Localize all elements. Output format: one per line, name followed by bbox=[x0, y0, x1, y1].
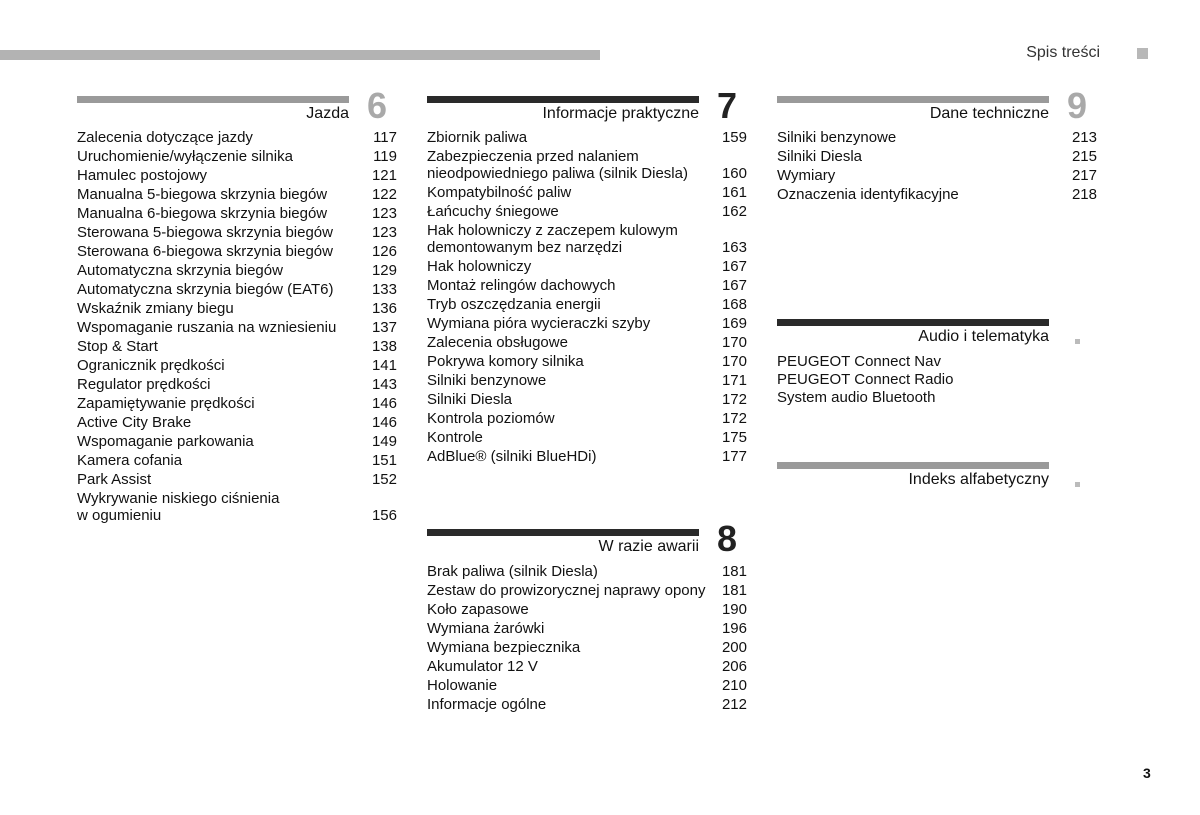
toc-entry-page: 141 bbox=[371, 357, 397, 374]
toc-entry-page: 119 bbox=[373, 148, 397, 165]
toc-list bbox=[777, 128, 1097, 204]
page-number: 3 bbox=[1143, 765, 1151, 781]
toc-entry-page: 149 bbox=[371, 433, 397, 450]
toc-entry-title: Kompatybilność paliw bbox=[427, 184, 572, 201]
toc-entry bbox=[77, 337, 397, 356]
toc-entry-page: 162 bbox=[721, 203, 747, 220]
toc-entry bbox=[427, 221, 747, 257]
toc-entry bbox=[427, 333, 747, 352]
toc-entry bbox=[77, 223, 397, 242]
toc-entry-page: 160 bbox=[721, 165, 747, 182]
toc-entry-page: 167 bbox=[721, 277, 747, 294]
toc-entry-title: Uruchomienie/wyłączenie silnika bbox=[77, 148, 293, 165]
toc-entry-page: 181 bbox=[721, 582, 747, 599]
toc-entry bbox=[427, 581, 747, 600]
toc-entry-title: Sterowana 6-biegowa skrzynia biegów bbox=[77, 243, 333, 260]
toc-entry bbox=[77, 470, 397, 489]
toc-entry-title: Wspomaganie parkowania bbox=[77, 433, 254, 450]
toc-entry-title: Kamera cofania bbox=[77, 452, 183, 469]
toc-entry-page: 137 bbox=[371, 319, 397, 336]
toc-entry bbox=[77, 451, 397, 470]
toc-entry-page: 177 bbox=[721, 448, 747, 465]
section-dot-marker bbox=[1075, 339, 1080, 344]
toc-entry bbox=[427, 390, 747, 409]
toc-entry-title: Akumulator 12 V bbox=[427, 658, 538, 675]
list-item: System audio Bluetooth bbox=[777, 389, 936, 406]
toc-entry-title: Koło zapasowe bbox=[427, 601, 529, 618]
toc-entry bbox=[427, 695, 747, 714]
toc-entry bbox=[77, 413, 397, 432]
section-w-razie-awarii bbox=[427, 518, 747, 729]
section-bar bbox=[77, 96, 349, 103]
list-item: PEUGEOT Connect Nav bbox=[777, 353, 941, 370]
toc-entry-title: Tryb oszczędzania energii bbox=[427, 296, 601, 313]
toc-entry-title: Łańcuchy śniegowe bbox=[427, 203, 559, 220]
toc-list bbox=[427, 562, 747, 714]
toc-entry bbox=[777, 166, 1097, 185]
toc-entry bbox=[427, 371, 747, 390]
toc-entry-page: 126 bbox=[371, 243, 397, 260]
toc-entry-page: 190 bbox=[721, 601, 747, 618]
toc-entry-page: 167 bbox=[721, 258, 747, 275]
toc-entry-title: Sterowana 5-biegowa skrzynia biegów bbox=[77, 224, 333, 241]
section-title: W razie awarii bbox=[598, 538, 699, 555]
toc-entry bbox=[77, 204, 397, 223]
toc-entry-title: Hamulec postojowy bbox=[77, 167, 208, 184]
toc-entry-title: Regulator prędkości bbox=[77, 376, 211, 393]
toc-entry bbox=[77, 318, 397, 337]
toc-entry bbox=[77, 394, 397, 413]
toc-entry bbox=[77, 432, 397, 451]
toc-entry-title: Manualna 5-biegowa skrzynia biegów bbox=[77, 186, 328, 203]
toc-entry bbox=[427, 295, 747, 314]
toc-entry-page: 175 bbox=[721, 429, 747, 446]
toc-entry bbox=[777, 147, 1097, 166]
toc-entry-title: Pokrywa komory silnika bbox=[427, 353, 584, 370]
toc-entry-page: 170 bbox=[721, 334, 747, 351]
toc-entry-title: Oznaczenia identyfikacyjne bbox=[777, 186, 959, 203]
toc-entry-page: 171 bbox=[721, 372, 747, 389]
toc-entry-page: 146 bbox=[371, 395, 397, 412]
section-title: Dane techniczne bbox=[929, 105, 1049, 122]
toc-entry-title: Brak paliwa (silnik Diesla) bbox=[427, 563, 598, 580]
toc-entry bbox=[427, 676, 747, 695]
toc-entry bbox=[427, 147, 747, 183]
toc-entry-title: Zalecenia obsługowe bbox=[427, 334, 568, 351]
toc-entry bbox=[427, 276, 747, 295]
toc-entry-page: 169 bbox=[721, 315, 747, 332]
toc-entry-title: Hak holowniczy bbox=[427, 258, 532, 275]
header-square-marker bbox=[1137, 48, 1148, 59]
section-bar bbox=[427, 96, 699, 103]
toc-entry bbox=[77, 489, 397, 525]
section-number: 9 bbox=[1067, 85, 1088, 126]
toc-entry-page: 168 bbox=[721, 296, 747, 313]
section-dane-techniczne bbox=[777, 85, 1097, 216]
toc-entry-page: 151 bbox=[371, 452, 397, 469]
toc-entry-title: Zbiornik paliwa bbox=[427, 129, 528, 146]
toc-entry-page: 217 bbox=[1071, 167, 1097, 184]
toc-entry-title: Wspomaganie ruszania na wzniesieniu bbox=[77, 319, 337, 336]
toc-entry bbox=[427, 428, 747, 447]
toc-entry bbox=[427, 447, 747, 466]
toc-entry-title: Silniki benzynowe bbox=[777, 129, 897, 146]
toc-entry-title: Stop & Start bbox=[77, 338, 158, 355]
section-number: 6 bbox=[367, 85, 388, 126]
toc-entry-page: 212 bbox=[721, 696, 747, 713]
toc-entry-page: 117 bbox=[373, 129, 397, 146]
toc-entry bbox=[427, 183, 747, 202]
toc-entry-page: 123 bbox=[371, 205, 397, 222]
section-number: 8 bbox=[717, 518, 738, 559]
toc-entry-title: Zabezpieczenia przed nalaniem nieodpowiedniego paliwa (silnik Diesla) bbox=[427, 148, 688, 182]
page-title: Spis treści bbox=[1026, 44, 1100, 61]
toc-entry-title: AdBlue® (silniki BlueHDi) bbox=[427, 448, 597, 465]
toc-entry bbox=[427, 409, 747, 428]
section-informacje-praktyczne bbox=[427, 85, 747, 476]
toc-entry bbox=[427, 600, 747, 619]
section-number: 7 bbox=[717, 85, 738, 126]
toc-entry-title: Silniki Diesla bbox=[777, 148, 863, 165]
toc-entry-page: 172 bbox=[721, 391, 747, 408]
section-title: Indeks alfabetyczny bbox=[908, 471, 1049, 488]
toc-entry-title: Manualna 6-biegowa skrzynia biegów bbox=[77, 205, 328, 222]
section-bar bbox=[777, 319, 1049, 326]
toc-entry-page: 161 bbox=[721, 184, 747, 201]
toc-entry-title: Zapamiętywanie prędkości bbox=[77, 395, 255, 412]
header-decorative-bar bbox=[0, 50, 600, 60]
toc-entry bbox=[427, 257, 747, 276]
toc-entry-page: 143 bbox=[371, 376, 397, 393]
section-title: Informacje praktyczne bbox=[542, 105, 699, 122]
toc-entry-page: 213 bbox=[1071, 129, 1097, 146]
toc-entry-title: Kontrole bbox=[427, 429, 483, 446]
audio-list bbox=[777, 353, 1097, 407]
toc-entry-page: 122 bbox=[371, 186, 397, 203]
toc-entry bbox=[427, 202, 747, 221]
toc-entry bbox=[427, 562, 747, 581]
toc-entry-title: Park Assist bbox=[77, 471, 152, 488]
toc-entry-title: Hak holowniczy z zaczepem kulowym demontowanym bez narzędzi bbox=[427, 222, 678, 256]
toc-entry bbox=[77, 280, 397, 299]
toc-entry bbox=[427, 657, 747, 676]
toc-entry-page: 170 bbox=[721, 353, 747, 370]
toc-list bbox=[427, 128, 747, 466]
section-bar bbox=[777, 96, 1049, 103]
toc-entry-page: 163 bbox=[721, 239, 747, 256]
toc-entry-page: 210 bbox=[721, 677, 747, 694]
toc-entry-page: 133 bbox=[371, 281, 397, 298]
toc-entry bbox=[777, 185, 1097, 204]
toc-entry-page: 215 bbox=[1071, 148, 1097, 165]
toc-entry-title: Active City Brake bbox=[77, 414, 192, 431]
toc-entry bbox=[77, 242, 397, 261]
toc-entry bbox=[77, 356, 397, 375]
toc-entry-title: Wskaźnik zmiany biegu bbox=[77, 300, 234, 317]
toc-entry bbox=[427, 352, 747, 371]
section-title: Audio i telematyka bbox=[918, 328, 1049, 345]
toc-entry-page: 138 bbox=[371, 338, 397, 355]
toc-entry-title: Silniki benzynowe bbox=[427, 372, 547, 389]
toc-entry bbox=[427, 638, 747, 657]
toc-entry-page: 146 bbox=[371, 414, 397, 431]
toc-entry-page: 136 bbox=[371, 300, 397, 317]
toc-entry-title: Holowanie bbox=[427, 677, 498, 694]
toc-entry bbox=[77, 147, 397, 166]
toc-entry bbox=[427, 619, 747, 638]
toc-entry-title: Wymiana bezpiecznika bbox=[427, 639, 581, 656]
section-jazda bbox=[77, 85, 397, 536]
toc-list bbox=[77, 128, 397, 525]
toc-entry-title: Wymiana pióra wycieraczki szyby bbox=[427, 315, 651, 332]
toc-entry-title: Wykrywanie niskiego ciśnienia w ogumieniu bbox=[77, 490, 280, 524]
toc-entry-title: Ogranicznik prędkości bbox=[77, 357, 225, 374]
toc-entry-title: Kontrola poziomów bbox=[427, 410, 555, 427]
toc-entry bbox=[77, 166, 397, 185]
toc-entry-page: 152 bbox=[371, 471, 397, 488]
toc-entry-title: Wymiary bbox=[777, 167, 836, 184]
toc-entry-page: 196 bbox=[721, 620, 747, 637]
toc-entry-page: 129 bbox=[371, 262, 397, 279]
toc-entry bbox=[77, 299, 397, 318]
section-bar bbox=[777, 462, 1049, 469]
toc-entry-title: Informacje ogólne bbox=[427, 696, 547, 713]
list-item: PEUGEOT Connect Radio bbox=[777, 371, 954, 388]
toc-entry-page: 218 bbox=[1071, 186, 1097, 203]
toc-entry bbox=[77, 185, 397, 204]
toc-entry-page: 123 bbox=[371, 224, 397, 241]
toc-entry-page: 121 bbox=[371, 167, 397, 184]
toc-entry-title: Wymiana żarówki bbox=[427, 620, 545, 637]
toc-entry-title: Automatyczna skrzynia biegów (EAT6) bbox=[77, 281, 334, 298]
toc-entry bbox=[77, 375, 397, 394]
section-title: Jazda bbox=[306, 105, 349, 122]
section-audio-telematyka bbox=[777, 319, 1097, 419]
section-dot-marker bbox=[1075, 482, 1080, 487]
toc-entry-page: 200 bbox=[721, 639, 747, 656]
toc-entry-page: 181 bbox=[721, 563, 747, 580]
toc-entry-title: Silniki Diesla bbox=[427, 391, 513, 408]
toc-entry-title: Automatyczna skrzynia biegów bbox=[77, 262, 283, 279]
toc-entry bbox=[77, 261, 397, 280]
toc-entry bbox=[427, 314, 747, 333]
toc-entry-page: 206 bbox=[721, 658, 747, 675]
section-bar bbox=[427, 529, 699, 536]
toc-entry-page: 159 bbox=[721, 129, 747, 146]
toc-entry-page: 156 bbox=[371, 507, 397, 524]
section-indeks bbox=[777, 462, 1097, 502]
toc-entry-title: Zalecenia dotyczące jazdy bbox=[77, 129, 253, 146]
toc-entry bbox=[77, 128, 397, 147]
toc-entry-title: Montaż relingów dachowych bbox=[427, 277, 616, 294]
toc-entry-title: Zestaw do prowizorycznej naprawy opony bbox=[427, 582, 706, 599]
toc-entry-page: 172 bbox=[721, 410, 747, 427]
toc-entry bbox=[777, 128, 1097, 147]
toc-entry bbox=[427, 128, 747, 147]
